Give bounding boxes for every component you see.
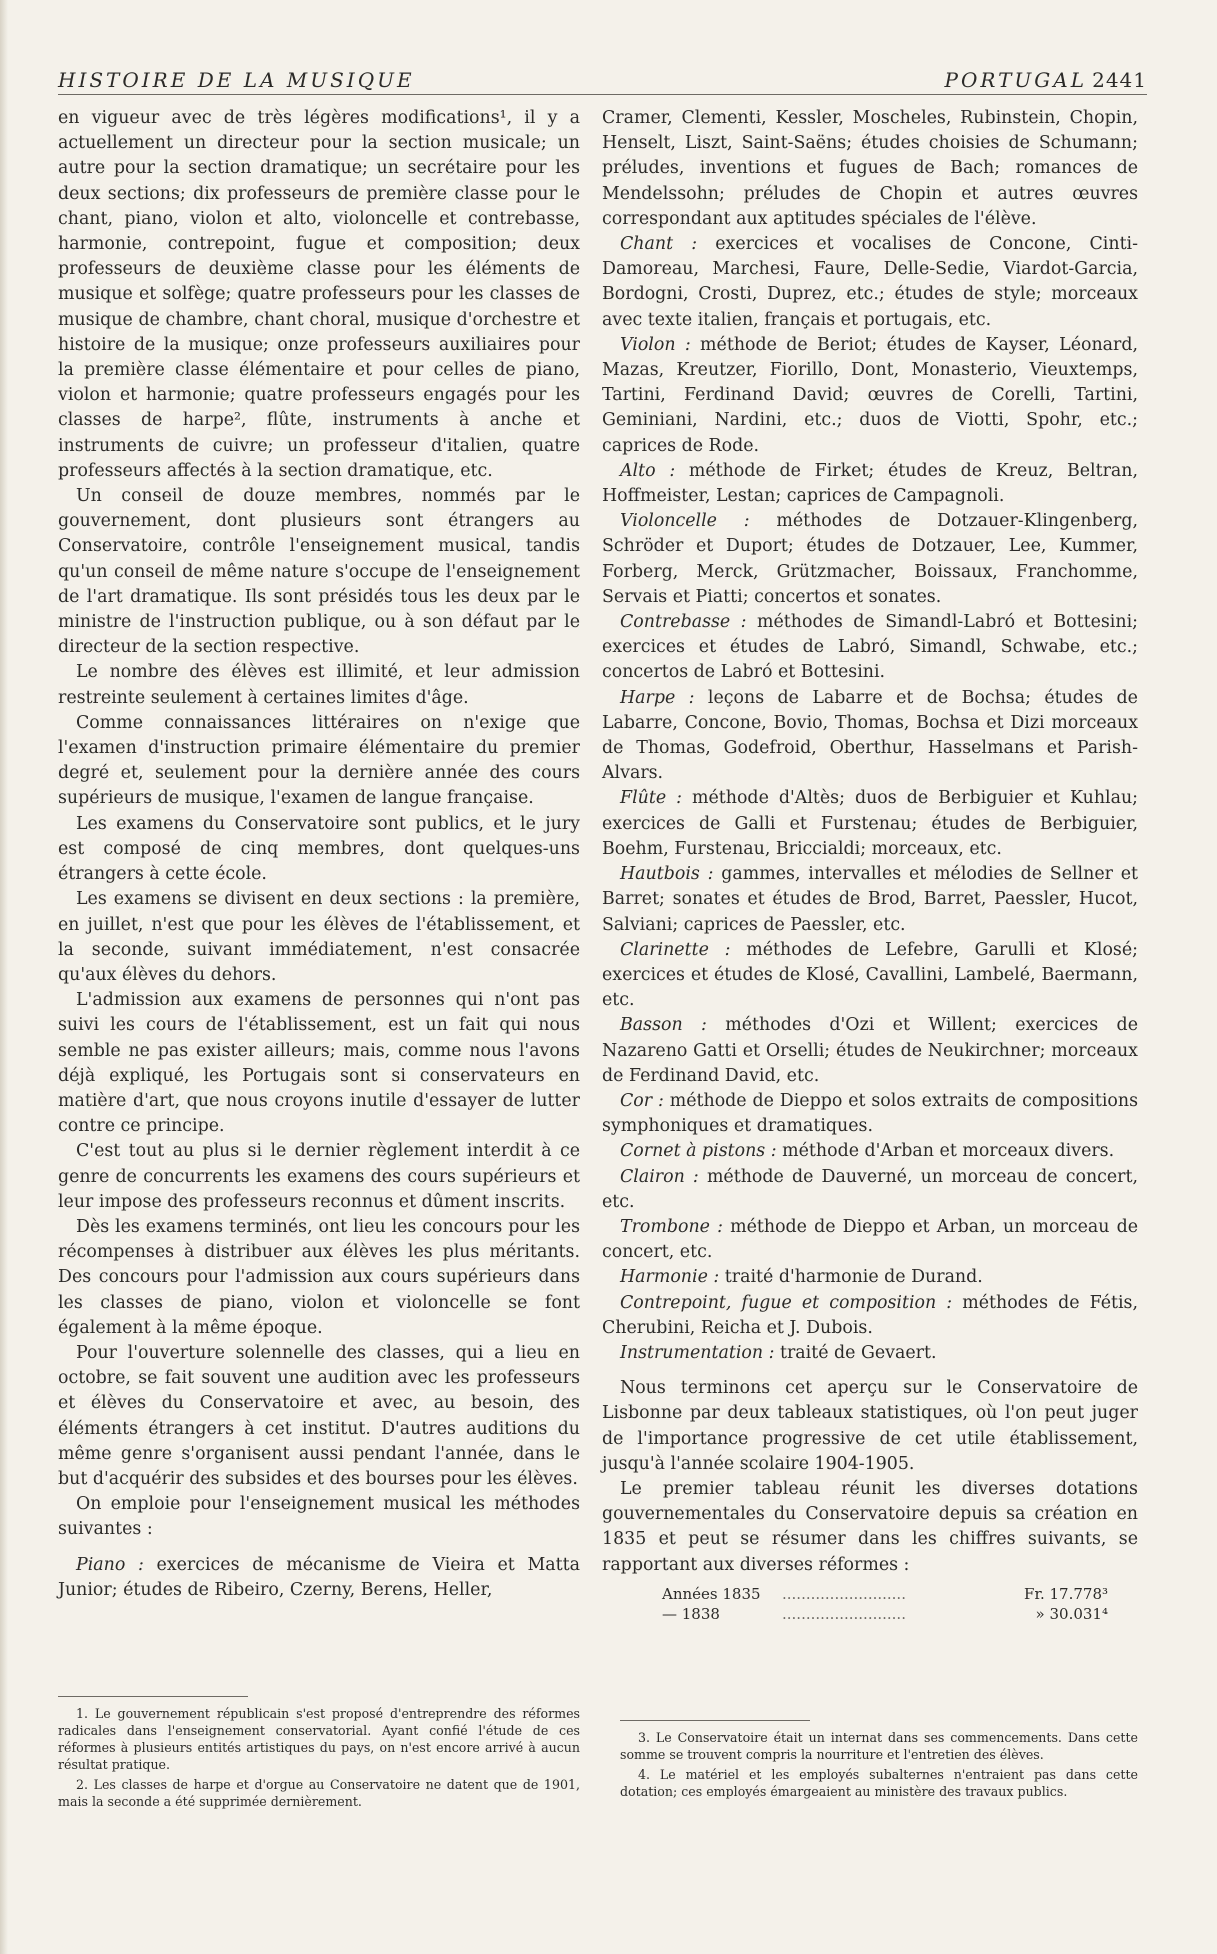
paragraph-text: méthode d'Arban et morceaux divers.: [776, 1141, 1115, 1162]
paragraph-heading: Basson :: [620, 1015, 707, 1036]
paragraph: [58, 812, 580, 888]
paragraph: [58, 1139, 580, 1215]
left-text-column: [58, 106, 580, 1603]
paragraph-heading: Alto :: [620, 460, 676, 481]
paragraph-text: Le nombre des élèves est illimité, et leur admission restreinte seulement à certaines limites d'âge.: [58, 662, 580, 708]
paragraph-text: On emploie pour l'enseignement musical les méthodes suivantes :: [58, 1494, 580, 1540]
paragraph-heading: Violoncelle :: [620, 511, 750, 532]
right-text-column: [602, 106, 1138, 1624]
paragraph-heading: Clarinette :: [620, 939, 731, 960]
paragraph-text: gammes, intervalles et mélodies de Sellner et Barret; sonates et études de Brod, Barret, Paessler, Hucot, Salviani; caprices de Paessler, etc.: [602, 864, 1138, 935]
paragraph-text: méthode de Firket; études de Kreuz, Beltran, Hoffmeister, Lestan; caprices de Campagnoli.: [602, 460, 1138, 507]
paragraph: [602, 1291, 1138, 1341]
header-right-title: PORTUGAL: [944, 68, 1087, 92]
paragraph-heading: Harmonie :: [620, 1267, 720, 1288]
paragraph: [58, 1341, 580, 1492]
paragraph-text: traité de Gevaert.: [774, 1342, 937, 1363]
table-cell-dots: ..........................: [782, 1584, 906, 1603]
header-left-title: HISTOIRE DE LA MUSIQUE: [58, 68, 415, 92]
paragraph-heading: Trombone :: [620, 1216, 723, 1237]
paragraph-text: Comme connaissances littéraires on n'exige que l'examen d'instruction primaire élémentaire du premier degré et, seulement pour la dernière année des cours supérieurs de musique, l'examen de langue française.: [58, 712, 580, 809]
paragraph-text: Un conseil de douze membres, nommés par le gouvernement, dont plusieurs sont étrangers au Conservatoire, contrôle l'enseignement musical, tandis qu'un conseil de même nature s'occupe de l'enseignement de l'art dramatique. Ils sont présidés tous les deux par le ministre de l'instruction publique, ou à son défaut par le directeur de la section respective.: [58, 486, 580, 658]
paragraph-text: méthodes de Simandl-Labró et Bottesini; exercices et études de Labró, Simandl, Schwabe, etc.; concertos de Labró et Bottesini.: [602, 612, 1138, 683]
paragraph: [58, 887, 580, 988]
paragraph-text: traité d'harmonie de Durand.: [719, 1267, 983, 1288]
paragraph: [58, 1492, 580, 1542]
paragraph: [602, 1265, 1138, 1290]
paragraph: [58, 1553, 580, 1603]
paragraph: [602, 509, 1138, 610]
table-row: [662, 1584, 1138, 1604]
paragraph-text: Nous terminons cet aperçu sur le Conservatoire de Lisbonne par deux tableaux statistiques, où l'on peut juger de l'importance progressive de cet utile établissement, jusqu'à l'année scolaire 1904-1905.: [602, 1378, 1138, 1474]
paragraph-text: Le premier tableau réunit les diverses dotations gouvernementales du Conservatoire depuis sa création en 1835 et peut se résumer dans les chiffres suivants, se rapportant aux diverses réformes :: [602, 1478, 1138, 1575]
footnote: 1. Le gouvernement républicain s'est proposé d'entreprendre des réformes radicales dans l'enseignement conservatorial. Ayant confié l'étude de ces réformes à plusieurs entités artistiques du pays, on n'est encore arrivé à aucun résultat pratique.: [58, 1706, 580, 1772]
footnote-rule: [620, 1720, 810, 1721]
paragraph-heading: Flûte :: [620, 788, 682, 809]
paragraph-heading: Contrebasse :: [620, 612, 747, 633]
paragraph-text: L'admission aux examens de personnes qui n'ont pas suivi les cours de l'établissement, est un fait qui nous semble ne pas exister ailleurs; mais, comme nous l'avons déjà expliqué, les Portugais sont si conservateurs en matière d'art, que nous croyons inutile d'essayer de lutter contre ce principe.: [58, 990, 580, 1137]
right-footnotes: [620, 1720, 1138, 1803]
paragraph-text: méthode de Beriot; études de Kayser, Léonard, Mazas, Kreutzer, Fiorillo, Dont, Monasterio, Vieuxtemps, Tartini, Ferdinand David; œuvres de Corelli, Tartini, Geminiani, Nardini, etc.; duos de Viotti, Spohr, etc.; caprices de Rode.: [602, 334, 1139, 456]
paragraph-text: leçons de Labarre et de Bochsa; études de Labarre, Concone, Bovio, Thomas, Bochsa et Dizi morceaux de Thomas, Godefroid, Oberthur, Hasselmans et Parish-Alvars.: [602, 687, 1138, 784]
paragraph: [602, 1341, 1138, 1366]
paragraph: [602, 862, 1138, 938]
page-edge-shadow: [0, 0, 8, 1954]
paragraph: [602, 686, 1138, 787]
paragraph-heading: Violon :: [620, 334, 691, 355]
paragraph-text: méthodes de Fétis, Cherubini, Reicha et J. Dubois.: [602, 1292, 1138, 1338]
paragraph-text: Dès les examens terminés, ont lieu les concours pour les récompenses à distribuer aux élèves les plus méritants. Des concours pour l'admission aux cours supérieurs dans les classes de piano, violon et violoncelle se font également à la même époque.: [58, 1216, 580, 1338]
paragraph: [602, 1215, 1138, 1265]
paragraph: [602, 1376, 1138, 1477]
paragraph: [58, 1215, 580, 1341]
paragraph: [58, 988, 580, 1139]
paragraph-text: Cramer, Clementi, Kessler, Moscheles, Rubinstein, Chopin, Henselt, Liszt, Saint-Saëns; études choisies de Schumann; préludes, inventions et fugues de Bach; romances de Mendelssohn; préludes de Chopin et autres œuvres correspondant aux aptitudes spéciales de l'élève.: [602, 108, 1138, 229]
table-cell-value: Fr. 17.778³: [1024, 1584, 1108, 1603]
paragraph-text: méthode de Dauverné, un morceau de concert, etc.: [602, 1166, 1139, 1212]
paragraph-text: exercices de mécanisme de Vieira et Matta Junior; études de Ribeiro, Czerny, Berens, Heller,: [58, 1554, 580, 1600]
table-cell-value: » 30.031⁴: [1035, 1604, 1108, 1623]
paragraph-heading: Hautbois :: [620, 864, 714, 885]
paragraph: [58, 660, 580, 710]
paragraph-text: méthode d'Altès; duos de Berbiguier et Kuhlau; exercices de Galli et Furstenau; études de Berbiguier, Boehm, Furstenau, Briccialdi; morceaux, etc.: [602, 788, 1139, 859]
footnote-rule: [58, 1696, 248, 1697]
paragraph: [602, 938, 1138, 1014]
paragraph: [602, 333, 1138, 459]
paragraph: [602, 1089, 1138, 1139]
table-cell-label: — 1838: [662, 1604, 720, 1623]
paragraph: [602, 1477, 1138, 1578]
paragraph: [602, 786, 1138, 862]
paragraph: [58, 106, 580, 484]
paragraph: [602, 232, 1138, 333]
paragraph: [58, 484, 580, 660]
paragraph: [602, 610, 1138, 686]
table-cell-dots: ..........................: [782, 1604, 906, 1623]
paragraph-text: C'est tout au plus si le dernier règlement interdit à ce genre de concurrents les examens des cours supérieurs et leur impose des professeurs reconnus et dûment inscrits.: [58, 1141, 580, 1212]
paragraph: [602, 1139, 1138, 1164]
paragraph-text: exercices et vocalises de Concone, Cinti-Damoreau, Marchesi, Faure, Delle-Sedie, Viardot-Garcia, Bordogni, Crosti, Duprez, etc.; études de style; morceaux avec texte italien, français et portugais, etc.: [602, 234, 1138, 330]
paragraph-text: méthode de Dieppo et Arban, un morceau de concert, etc.: [602, 1216, 1138, 1263]
footnote: 4. Le matériel et les employés subalternes n'entraient pas dans cette dotation; ces employés émargeaient au ministère des travaux publics.: [620, 1767, 1138, 1799]
paragraph: [602, 459, 1138, 509]
paragraph: [602, 1013, 1138, 1089]
table-row: [662, 1604, 1138, 1624]
footnote: 2. Les classes de harpe et d'orgue au Conservatoire ne datent que de 1901, mais la seconde a été supprimée dernièrement.: [58, 1777, 580, 1809]
paragraph-heading: Piano :: [76, 1554, 144, 1575]
paragraph-heading: Clairon :: [620, 1166, 699, 1187]
paragraph: [58, 711, 580, 812]
paragraph-heading: Chant :: [620, 234, 698, 255]
paragraph-text: méthode de Dieppo et solos extraits de compositions symphoniques et dramatiques.: [602, 1090, 1138, 1137]
paragraph-heading: Harpe :: [620, 687, 695, 708]
paragraph-text: Pour l'ouverture solennelle des classes, qui a lieu en octobre, se fait souvent une audition avec les professeurs et élèves du Conservatoire et avec, au besoin, des éléments étrangers à cet institut. D'autres auditions du même genre s'organisent aussi pendant l'année, dans le but d'acquérir des subsides et des bourses pour les élèves.: [58, 1342, 580, 1489]
paragraph-text: méthodes d'Ozi et Willent; exercices de Nazareno Gatti et Orselli; études de Neukirchner; morceaux de Ferdinand David, etc.: [602, 1015, 1138, 1086]
running-header: [58, 64, 1147, 95]
paragraph-text: en vigueur avec de très légères modifications¹, il y a actuellement un directeur pour la section musicale; un autre pour la section dramatique; un secrétaire pour les deux sections; dix professeurs de première classe pour le chant, piano, violon et alto, violoncelle et contrebasse, harmonie, contrepoint, fugue et composition; deux professeurs de deuxième classe pour les éléments de musique et solfège; quatre professeurs pour les classes de musique de chambre, chant choral, musique d'orchestre et histoire de la musique; onze professeurs auxiliaires pour la première classe élémentaire et pour celles de piano, violon et harmonie; quatre professeurs engagés pour les classes de harpe², flûte, instruments à anche et instruments de cuivre; un professeur d'italien, quatre professeurs affectés à la section dramatique, etc.: [58, 108, 580, 481]
paragraph-heading: Instrumentation :: [620, 1342, 775, 1363]
paragraph-text: Les examens se divisent en deux sections : la première, en juillet, n'est que pour les élèves de l'établissement, et la seconde, suivant immédiatement, n'est consacrée qu'aux élèves du dehors.: [58, 889, 580, 985]
paragraph-text: méthodes de Lefebre, Garulli et Klosé; exercices et études de Klosé, Cavallini, Lambelé, Baermann, etc.: [602, 939, 1138, 1011]
table-cell-label: Années 1835: [662, 1584, 761, 1603]
paragraph-text: Les examens du Conservatoire sont publics, et le jury est composé de cinq membres, dont quelques-uns étrangers à cette école.: [58, 813, 580, 885]
paragraph-heading: Cornet à pistons :: [620, 1141, 777, 1162]
paragraph: [602, 106, 1138, 232]
page-number: 2441: [1092, 68, 1147, 92]
paragraph: [602, 1165, 1138, 1215]
paragraph-heading: Contrepoint, fugue et composition :: [620, 1292, 953, 1313]
paragraph-text: méthodes de Dotzauer-Klingenberg, Schröder et Duport; études de Dotzauer, Lee, Kummer, Forberg, Merck, Grützmacher, Boissaux, Franchomme, Servais et Piatti; concertos et sonates.: [602, 511, 1138, 607]
footnote: 3. Le Conservatoire était un internat dans ses commencements. Dans cette somme se trouvent compris la nourriture et l'entretien des élèves.: [620, 1730, 1138, 1762]
left-footnotes: [58, 1696, 580, 1813]
paragraph-heading: Cor :: [620, 1090, 664, 1111]
dotation-table: [662, 1584, 1138, 1624]
